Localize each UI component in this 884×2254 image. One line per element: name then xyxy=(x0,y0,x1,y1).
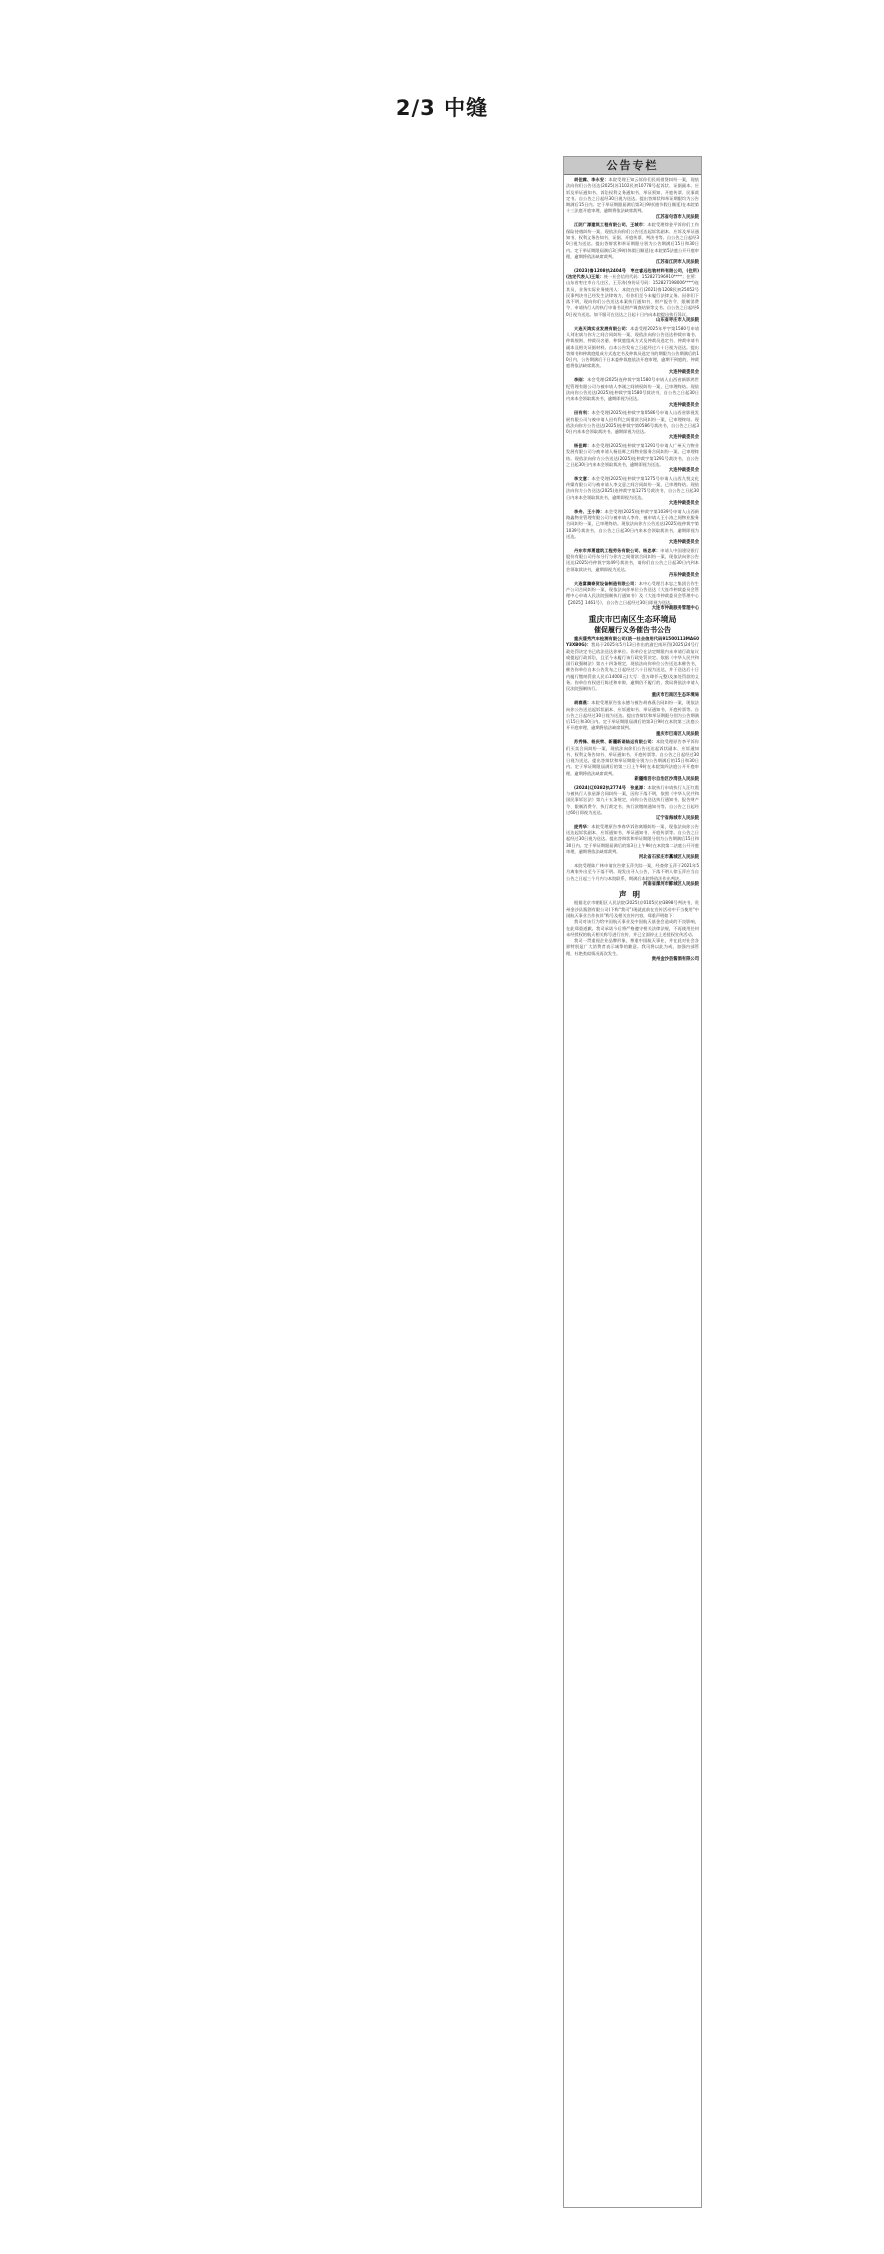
notice-sign: 河北省石家庄市藁城区人民法院 xyxy=(638,855,699,861)
notice-text: 本会受理(2025)连仲裁字第1039号申请人山西新路鑫物业管理有限公司与被申请人李舟、被申请人王小涛之间物业服务合同纠纷一案，已审理终结。现依法向你方公告送达(2025)连仲裁字第1039号裁决书，自公告之日起30日内来本会领取裁决书，逾期即视为送达。 xyxy=(566,508,699,539)
notice-body xyxy=(566,268,699,318)
notice-party: 庞秀华： xyxy=(574,823,592,829)
notice-body xyxy=(566,509,699,540)
notice-body xyxy=(566,377,699,402)
notice-party: 江阴广源建筑工程有限公司、王城市： xyxy=(574,222,648,228)
notice-item xyxy=(566,326,699,376)
notice-text: 本院受理王知云诉你们民间借贷纠纷一案，现依法向你们公告送达(2025)苏1102民初10778号起诉状、证据副本、应诉及举证通知书、诉讼权利义务通知书、举证须知、开庭传票、民事裁定书。自公告之日起经30日视为送达。提出答辩状和举证期限均为公告期满后15日内。定于举证期限届满后第3日9时(遇节假日顺延)在本院第十三法庭开庭审理，逾期将依法缺席裁判。 xyxy=(566,177,699,214)
notice-text: 本委受理2025年甲字第1580号申请人刘宏斌与你方之间合同纠纷一案，现依法向你公告送达仲裁申请书、仲裁规则、仲裁员名册、仲裁庭组成方式及仲裁员选定书、仲裁申请书副本及相关证据材料。自本公告发布之日起经过六十日视为送达。提出答辩书和仲裁庭组成方式选定书及仲裁员选定书的期限为公告期满后的10日内，公告期满后于日本委仲裁庭依法开庭审理，逾期不到庭的，仲裁庭将依法缺席裁决。 xyxy=(566,325,699,369)
notice-party: 李刚： xyxy=(574,377,588,383)
declaration-paragraph: 根据北京市朝阳区人民法院(2025)京0105民初3898号判决书，贵州金沙县酱酒有限公司(下称"我司")现就此前在宣传活动中不当使用"中国航天事业合作伙伴"称号及相关宣传内容，郑重声明如下： xyxy=(566,900,699,919)
tax-notice-text: 我局于2025年5月13日作出的渝巴南环罚(2025)24号行政处罚决定书已依法送达你单位。你单位在法定期限内未申请行政复议或提起行政诉讼，且至今未履行该行政处罚决定。依据《中华人民共和国行政强制法》第五十四条规定，现依法向你单位公告送达本催告书，催告你单位自本公告发布之日起经过六十日视为送达，并于送达后十日内履行缴纳罚款人民币14000元(大写：壹万肆仟元整)及加处罚款的义务。你单位有权进行陈述和申辩，逾期仍不履行的，我局将依法申请人民法院强制执行。 xyxy=(566,642,699,692)
notice-sign: 山东省枣庄市人民法院 xyxy=(656,318,699,324)
notice-sign: 大连仲裁委员会 xyxy=(668,540,699,546)
notice-sign: 丹东仲裁委员会 xyxy=(668,572,699,578)
notice-sign: 江苏省江阴市人民法院 xyxy=(656,260,699,266)
notice-sign: 大连仲裁委员会 xyxy=(668,501,699,507)
notice-body xyxy=(566,476,699,501)
notice-body xyxy=(566,700,699,731)
notice-text: 本院受理陈广林申请宣告徐玉萍失踪一案，经查徐玉萍于2021年5月离家外出至今下落不明。现发出寻人公告，下落不明人徐玉萍应当自公告之日起三个月内与本院联系，期满后本院将依法作出判决。 xyxy=(566,862,699,881)
notice-text: 统一社会信用代码：152827196910****；住所：山东省枣庄市台儿庄区，王芬涛(身份证号码：152827198006****)连其员，业务实际业务使用人：本院在执行(2021)鲁1208民初25052号民事判决书已经发生法律效力，但你们至今未履行法律义务。因你们下落不明，现向你们公告送达本案执行通知书、财产报告令、限制消费令、申请执行人的执行申请书及财产调查结果等文书。自公告之日起经60日视为送达。如不服可在送达之日起十日内向本院提出执行异议。 xyxy=(566,274,699,317)
notice-body xyxy=(566,824,699,855)
tax-notice xyxy=(566,614,699,699)
notice-party: 苏秀锋、杨庆荣、新疆新诺陆运有限公司： xyxy=(574,739,656,745)
notice-body xyxy=(566,326,699,370)
notice-item xyxy=(566,824,699,862)
notice-body xyxy=(566,410,699,435)
notice-body xyxy=(566,177,699,215)
notice-party: 大连天鸿实业发展有限公司： xyxy=(574,325,631,331)
notice-item xyxy=(566,581,699,612)
tax-notice-body xyxy=(566,636,699,693)
notice-party: 李舟、王小涛： xyxy=(574,508,605,514)
notice-item xyxy=(566,410,699,441)
declaration-heading: 声明 xyxy=(619,890,646,900)
notice-item xyxy=(566,177,699,221)
notice-sign: 重庆市巴南区人民法院 xyxy=(656,731,699,737)
notice-party: 李文意： xyxy=(574,475,592,481)
notice-body xyxy=(566,222,699,260)
notice-party: 大连富腾泰贸设备制造有限公司： xyxy=(574,580,639,586)
notice-sign: 河南省漯河市郾城区人民法院 xyxy=(643,881,699,887)
notice-party: (2023)鲁1208执2404号 枣庄睿远包装材料有限公司，(住所)(法定代表人)王某： xyxy=(566,267,699,280)
declaration-paragraph: 我司一贯重视企业品牌形象，尊重中国航天事业，并在此对社会各界特别是广大消费者表示诚挚的歉意。我司将以此为戒，加强内部管理，杜绝类似情况再次发生。 xyxy=(566,938,699,956)
notice-sign: 大连仲裁委员会 xyxy=(668,435,699,441)
notice-text: 本会受理(2025)连仲裁字第1291号申请人广州天力物业发展有限公司与被申请人杨佳晖之间物业服务合同纠纷一案，已审理终结。现依法向你方公告送达(2025)连仲裁字第1291号裁决书，自公告之日起30日内来本会领取裁决书，逾期即视为送达。 xyxy=(566,443,699,467)
notice-body xyxy=(566,443,699,468)
tax-notice-sign: 重庆市巴南区生态环境局 xyxy=(651,692,699,698)
tax-notice-subtitle: 催促履行义务催告书公告 xyxy=(594,625,671,634)
notice-party: 丹东市邦勇建筑工程劳务有限公司、杨忠孝： xyxy=(574,547,661,553)
notice-text: 本院受理原告张永德与被告胡春燕合同纠纷一案，现依法向你公告送达起诉状副本、应诉通知书、举证通知书、开庭传票等。自公告之日起经过30日视为送达。提出答辩状和举证期限分别为公告期满后15日和30日内。定于举证期限届满后的第3日9时在本院第三法庭公开开庭审理，逾期将依法缺席裁判。 xyxy=(566,700,699,731)
notice-text: 本会受理(2025)连仲裁字第1275号申请人山西九悦文化传媒有限公司与被申请人李文意之间合同纠纷一案，已审理终结。现依法向你方公告送达(2025)连仲裁字第1275号裁决书，自公告之日起30日内来本会领取裁决书，逾期即视为送达。 xyxy=(566,475,699,500)
notice-sign: 新疆维吾尔自治区沙湾县人民法院 xyxy=(634,777,699,783)
column-header: 公告专栏 xyxy=(564,157,701,175)
notice-item xyxy=(566,700,699,738)
notice-text: 申请人中国建设银行股份有限公司丹东分行与你方之间借款合同纠纷一案，现依法向你公告送达(2025)丹仲裁字第49号裁决书，请你们自公告之日起30日内到本会领取裁决书，逾期即视为送达。 xyxy=(566,547,699,572)
notice-item xyxy=(566,548,699,579)
notice-item xyxy=(566,785,699,823)
announcement-column xyxy=(563,156,702,2208)
notice-sign: 大连仲裁委员会 xyxy=(668,369,699,375)
notice-sign: 大连仲裁委员会 xyxy=(668,468,699,474)
notice-party: (2024)辽0382执2774号 张星源： xyxy=(574,784,648,790)
notice-item xyxy=(566,377,699,408)
notice-item xyxy=(566,739,699,783)
notice-item xyxy=(566,863,699,888)
notice-sign: 辽宁省海城市人民法院 xyxy=(656,816,699,822)
notice-text: 本会受理(2025)连仲裁字第0586号申请人山西省影视发展有限公司与被申请人田有利之间借款合同纠纷一案，已审理终结。现依法向你方公告送达(2025)连仲裁字第0586号裁决书，自公告之日起30日内来本会领取裁决书，逾期即视为送达。 xyxy=(566,410,699,435)
declaration-paragraph: 我司对该行为给中国航天事业及中国航天基金会造成的不良影响，在此郑重道歉。我司承诺今后将严格遵守相关法律法规，不再使用任何未经授权的航天相关称号进行宣传，并已全面停止上述侵权宣传活动。 xyxy=(566,919,699,937)
notice-party: 胡春燕： xyxy=(574,700,592,706)
tax-notice-title: 重庆市巴南区生态环境局 xyxy=(588,614,677,624)
notice-list-2 xyxy=(566,700,699,888)
notice-list xyxy=(566,177,699,612)
notice-item xyxy=(566,268,699,324)
notice-item xyxy=(566,509,699,547)
notice-party: 胡佳霖、李永安： xyxy=(574,177,609,182)
notice-text: 本会受理(2025)连仲裁字第1580号申请人山西省新影鸿世纪管理有限公司与被申请人李刚之间债权纠纷一案，已审理终结。现依法向你公告送达(2025)连仲裁字第1580号裁决书，自公告之日起30日内来本会领取裁决书，逾期即视为送达。 xyxy=(566,377,699,402)
notice-party: 田有利： xyxy=(574,410,592,416)
notice-body xyxy=(566,785,699,816)
notice-party: 杨佳晖： xyxy=(574,443,592,449)
notice-sign: 大连市仲裁服务管理中心 xyxy=(651,605,699,611)
notice-body xyxy=(566,863,699,882)
declaration xyxy=(566,889,699,963)
page-title: 2/3 中缝 xyxy=(395,96,489,120)
notice-text: 本院执行申请执行人汪红霞与被执行人张星源合同纠纷一案，因你下落不明，依照《中华人民共和国民事诉讼法》第九十五条规定，向你公告送达执行通知书、报告财产令、限制消费令、执行裁定书、执行款缴纳通知书等。自公告之日起经过60日即视为送达。 xyxy=(566,784,699,815)
notice-text: 本院受理原告李春华诉你离婚纠纷一案，现依法向你公告送达起诉状副本、应诉通知书、举证通知书、开庭传票等。自公告之日起经过30日视为送达。提出答辩状和举证期限分别为公告期满后15日和30日内。定于举证期限届满后的第3日上午9时在本院第二法庭公开开庭审理，逾期将依法缺席裁判。 xyxy=(566,823,699,854)
notice-item xyxy=(566,476,699,507)
notice-sign: 大连仲裁委员会 xyxy=(668,402,699,408)
tax-notice-party: 重庆璟秀汽车检测有限公司(统一社会信用代码91500113MA60Y3XB0G)： xyxy=(566,635,699,648)
notice-text: 本院受理徐金平诉你们工伤保险待遇纠纷一案，现依法向你们公告送达起诉状副本、应诉及举证通知书、权利义务告知书、证据、开庭传票、判决书等。自公告之日起经30日视为送达。提出答辩状和举证期限分别为公告期满后15日和30日内。定于举证期限届满后3日9时(休假日顺延)在本院第5法庭公开开庭审理，逾期将依法缺席裁判。 xyxy=(566,222,699,259)
notice-body xyxy=(566,581,699,606)
notice-item xyxy=(566,222,699,266)
notice-sign: 江苏省句容市人民法院 xyxy=(656,214,699,220)
declaration-sign: 贵州金沙县酱酒有限公司 xyxy=(651,957,699,963)
notice-body xyxy=(566,548,699,573)
notice-item xyxy=(566,443,699,474)
notice-text: 本院受理原告李平诉你们买卖合同纠纷一案，现依法向你们公告送达起诉状副本、应诉通知书、权利义务告知书、举证通知书、开庭传票等。自公告之日起经过30日视为送达，提出答辩状和举证期限分别为公告期满后的15日和30日内。定于举证期限届满后的第三日上午9时在本院第四法庭公开开庭审理，逾期将依法缺席裁判。 xyxy=(566,739,699,776)
notice-text: 本中心受理吕本忠之集团合作生产公司合同纠纷一案，现依法向你单位公告送达《大连市仲裁委员会管理中心申请人民法院强制执行通知书》及《大连市仲裁委员会管理中心【2025】1461号》，自公告之日起经过30日即视为送达。 xyxy=(566,580,699,605)
notice-body xyxy=(566,739,699,777)
